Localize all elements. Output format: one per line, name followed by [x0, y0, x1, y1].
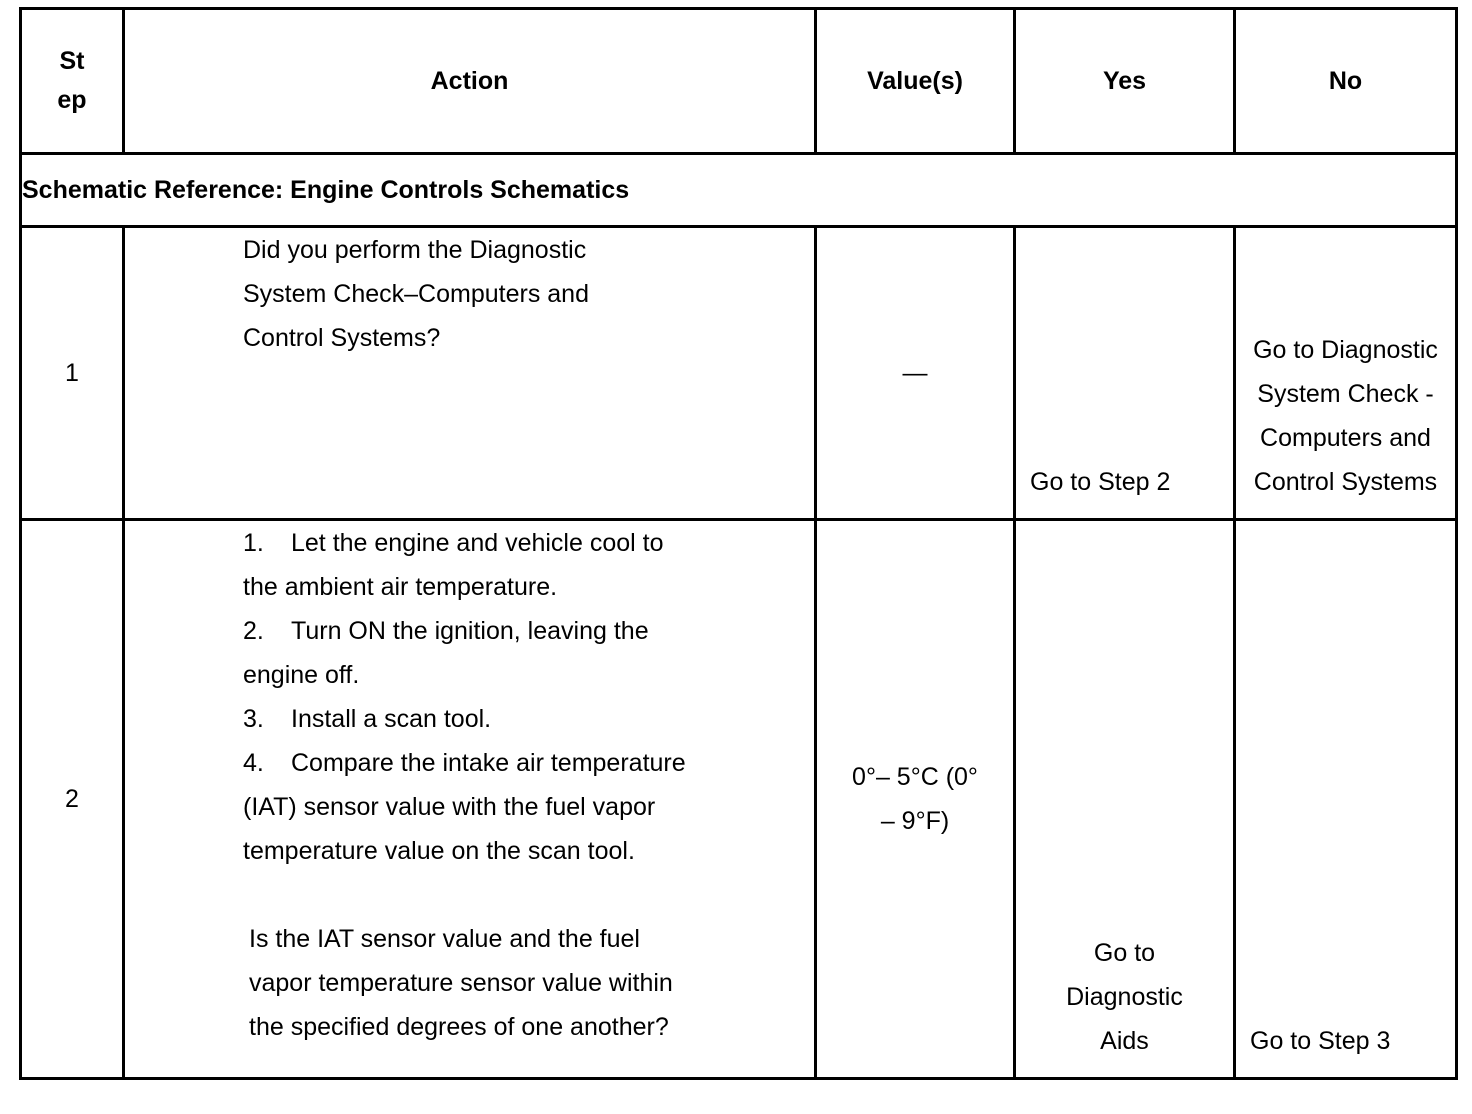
table-row: [21, 227, 1457, 520]
yes-link[interactable]: Go to Step 2: [1030, 468, 1171, 496]
table-row: [21, 520, 1457, 1079]
list-item: 4. Compare the intake air temperature (IAT) sensor value with the fuel vapor temperature value on the scan tool.: [243, 749, 686, 865]
yes-link[interactable]: Go to Diagnostic Aids: [1066, 939, 1183, 1055]
header-step: St ep: [21, 9, 124, 154]
value-cell: —: [816, 227, 1015, 520]
schematic-reference-row: [21, 154, 1457, 227]
action-cell: [124, 520, 816, 1079]
header-yes: Yes: [1015, 9, 1235, 154]
schematic-reference: Schematic Reference: Engine Controls Schematics: [21, 154, 1457, 227]
list-item: 3. Install a scan tool.: [243, 705, 492, 733]
action-steps-list: [243, 521, 694, 873]
no-link[interactable]: Go to Step 3: [1250, 1027, 1391, 1055]
header-action: Action: [124, 9, 816, 154]
step-number: 1: [21, 227, 124, 520]
no-cell: [1235, 227, 1457, 520]
yes-cell: [1015, 227, 1235, 520]
no-link[interactable]: Go to Diagnostic System Check - Computers and Control Systems: [1253, 336, 1438, 496]
action-text: Did you perform the Diagnostic System Check–Computers and Control Systems?: [243, 236, 589, 352]
action-question: Is the IAT sensor value and the fuel vapor temperature sensor value within the specified degrees of one another?: [249, 925, 673, 1041]
yes-cell: [1015, 520, 1235, 1079]
no-cell: [1235, 520, 1457, 1079]
header-no: No: [1235, 9, 1457, 154]
table-header-row: [21, 9, 1457, 154]
list-item: 2. Turn ON the ignition, leaving the engine off.: [243, 617, 649, 689]
step-number: 2: [21, 520, 124, 1079]
list-item: 1. Let the engine and vehicle cool to the ambient air temperature.: [243, 529, 664, 601]
value-cell: 0°– 5°C (0° – 9°F): [816, 520, 1015, 1079]
diagnostic-table: [19, 7, 1458, 1080]
header-values: Value(s): [816, 9, 1015, 154]
action-cell: [124, 227, 816, 520]
